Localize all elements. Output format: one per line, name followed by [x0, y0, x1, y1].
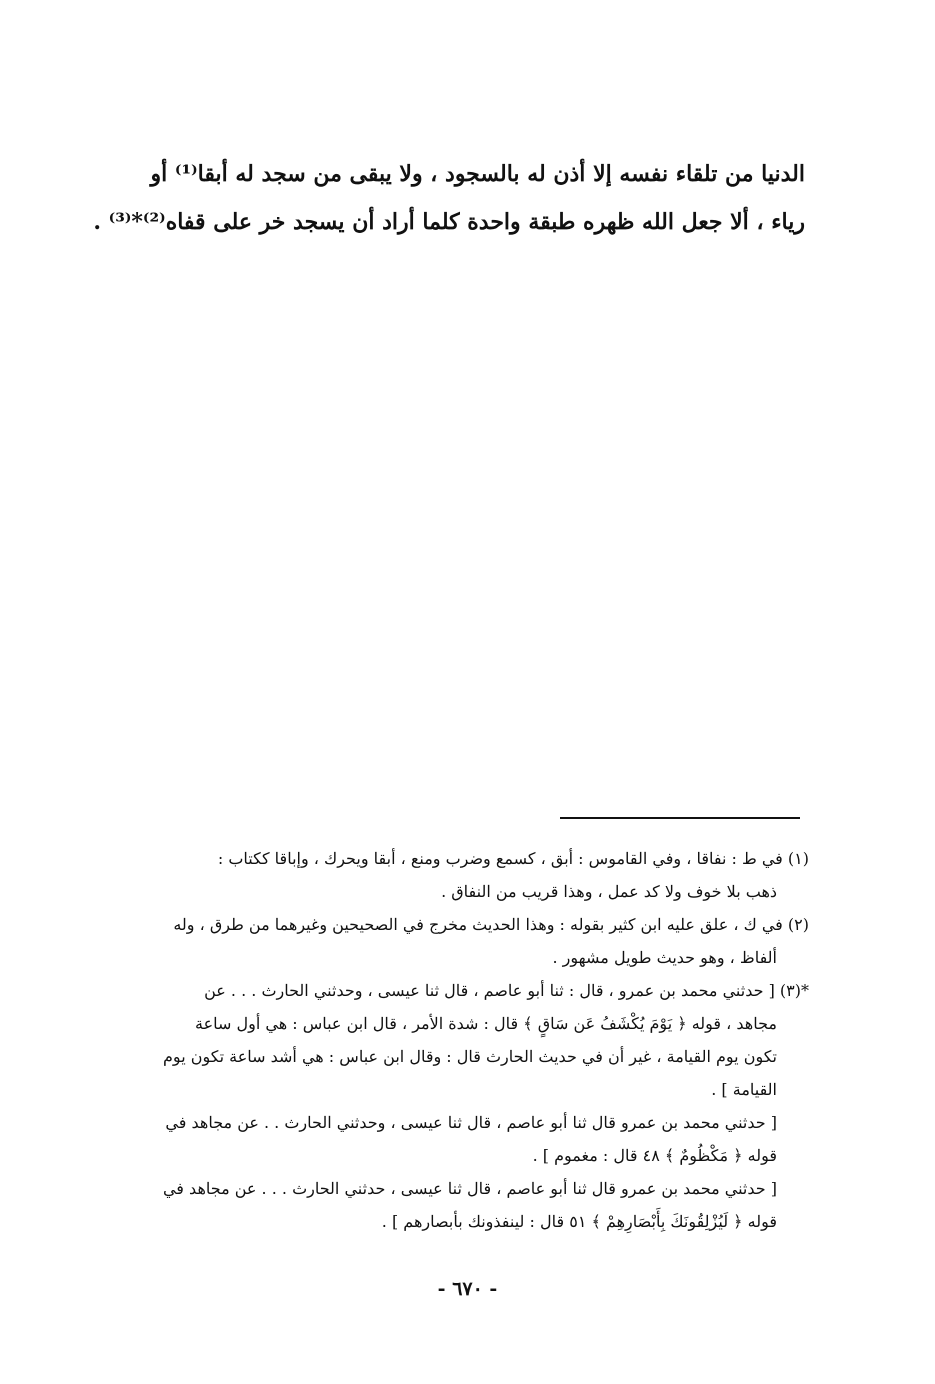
page-number: - ٦٧٠ -	[437, 1278, 498, 1300]
footnote-3-line: القيامة ] .	[711, 1080, 777, 1099]
footnote-3-line: تكون يوم القيامة ، غير أن في حديث الحارث قال : وقال ابن عباس : هي أشد ساعة تكون يوم	[163, 1047, 777, 1066]
footnote-3-line: قوله ﴿ لَيُزْلِقُونَكَ بِأَبْصَارِهِمْ ﴾ ٥١ قال : لينفذونك بأبصارهم ] .	[381, 1212, 777, 1231]
footnote-3-line: قوله ﴿ مَكْظُومٌ ﴾ ٤٨ قال : مغموم ] .	[532, 1146, 777, 1165]
footnote-3-line: [ حدثني محمد بن عمرو قال ثنا أبو عاصم ، قال ثنا عيسى ، حدثني الحارث . . . عن مجاهد في	[162, 1179, 777, 1198]
footnote-2-line: ألفاظ ، وهو حديث طويل مشهور .	[552, 948, 777, 967]
footnote-3-line: *(٣) [ حدثني محمد بن عمرو ، قال : ثنا أبو عاصم ، قال ثنا عيسى ، وحدثني الحارث . . . عن	[204, 981, 809, 1000]
main-text-line: الدنيا من تلقاء نفسه إلا أذن له بالسجود ، ولا يبقى من سجد له أبقا⁽¹⁾ أو	[150, 161, 805, 187]
footnote-separator	[560, 817, 800, 819]
footnote-2-line: (٢) في ك ، علق عليه ابن كثير بقوله : وهذا الحديث مخرج في الصحيحين وغيرهما من طرق ، وله	[173, 915, 809, 934]
footnote-3-line: مجاهد ، قوله ﴿ يَوْمَ يُكْشَفُ عَن سَاقٍ ﴾ قال : شدة الأمر ، قال ابن عباس : هي أول ساعة	[194, 1014, 777, 1033]
main-text-line: رياء ، ألا جعل الله ظهره طبقة واحدة كلما أراد أن يسجد خر على قفاه⁽²⁾*⁽³⁾ .	[93, 209, 805, 235]
footnote-1-line: ذهب بلا خوف ولا كد عمل ، وهذا قريب من النفاق .	[441, 882, 777, 901]
footnotes	[112, 842, 809, 1238]
footnote-3-line: [ حدثني محمد بن عمرو قال ثنا أبو عاصم ، قال ثنا عيسى ، وحدثني الحارث . . عن مجاهد في	[165, 1113, 777, 1132]
main-text	[93, 150, 805, 246]
footnote-1-line: (١) في ط : نفاقا ، وفي القاموس : أبق ، كسمع وضرب ومنع ، أبقا ويحرك ، وإباقا ككتاب :	[217, 849, 809, 868]
